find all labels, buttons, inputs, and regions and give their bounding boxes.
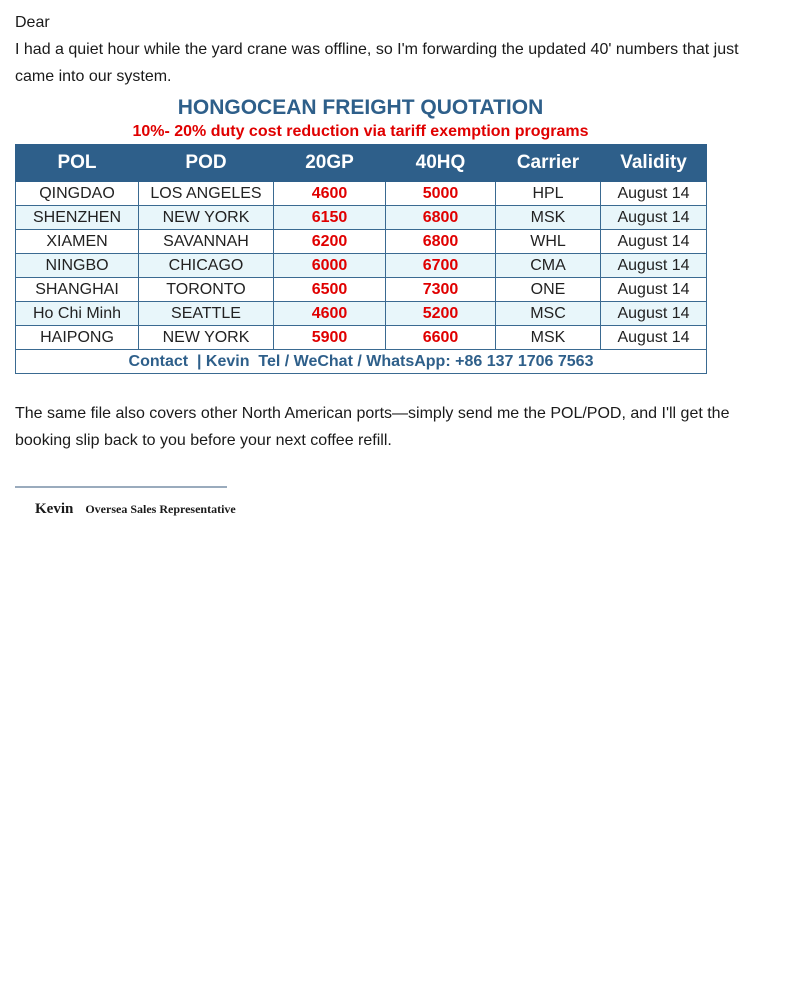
column-header-validity: Validity	[601, 145, 707, 182]
carrier-cell: MSC	[496, 302, 601, 326]
rate-20gp-cell: 6500	[274, 278, 386, 302]
validity-cell: August 14	[601, 278, 707, 302]
intro-paragraph: I had a quiet hour while the yard crane was offline, so I'm forwarding the updated 40' numbers that just came into our system.	[15, 41, 739, 85]
pol-cell: XIAMEN	[16, 230, 139, 254]
rate-40hq-cell: 6800	[386, 206, 496, 230]
column-header-20gp: 20GP	[274, 145, 386, 182]
table-row	[16, 206, 707, 230]
pod-cell: NEW YORK	[139, 326, 274, 350]
table-row	[16, 182, 707, 206]
rate-20gp-cell: 4600	[274, 182, 386, 206]
pol-cell: QINGDAO	[16, 182, 139, 206]
rate-20gp-cell: 5900	[274, 326, 386, 350]
carrier-cell: HPL	[496, 182, 601, 206]
signature-divider	[15, 486, 227, 488]
greeting-line: Dear	[15, 14, 50, 31]
pol-cell: NINGBO	[16, 254, 139, 278]
pod-cell: SAVANNAH	[139, 230, 274, 254]
validity-cell: August 14	[601, 326, 707, 350]
rate-20gp-cell: 6000	[274, 254, 386, 278]
pod-cell: NEW YORK	[139, 206, 274, 230]
column-header-40hq: 40HQ	[386, 145, 496, 182]
pod-cell: SEATTLE	[139, 302, 274, 326]
signature-block	[35, 500, 775, 518]
table-header-row	[16, 145, 707, 182]
column-header-pol: POL	[16, 145, 139, 182]
column-header-pod: POD	[139, 145, 274, 182]
pol-cell: Ho Chi Minh	[16, 302, 139, 326]
rate-20gp-cell: 4600	[274, 302, 386, 326]
table-row	[16, 278, 707, 302]
email-body	[15, 9, 775, 518]
rate-40hq-cell: 5200	[386, 302, 496, 326]
signature-name: Kevin	[35, 501, 74, 517]
table-row	[16, 302, 707, 326]
rate-40hq-cell: 6700	[386, 254, 496, 278]
signature-title: Oversea Sales Representative	[85, 502, 236, 516]
followup-paragraph: The same file also covers other North American ports—simply send me the POL/POD, and I'll get the booking slip back to you before your next coffee refill.	[15, 405, 730, 449]
table-row	[16, 254, 707, 278]
pod-cell: LOS ANGELES	[139, 182, 274, 206]
pol-cell: SHANGHAI	[16, 278, 139, 302]
column-header-carrier: Carrier	[496, 145, 601, 182]
rate-20gp-cell: 6200	[274, 230, 386, 254]
quotation-subtitle: 10%- 20% duty cost reduction via tariff exemption programs	[132, 123, 589, 140]
carrier-cell: CMA	[496, 254, 601, 278]
validity-cell: August 14	[601, 182, 707, 206]
carrier-cell: MSK	[496, 206, 601, 230]
rate-20gp-cell: 6150	[274, 206, 386, 230]
carrier-cell: ONE	[496, 278, 601, 302]
pod-cell: CHICAGO	[139, 254, 274, 278]
rate-40hq-cell: 5000	[386, 182, 496, 206]
quotation-title: HONGOCEAN FREIGHT QUOTATION	[177, 96, 544, 119]
rate-40hq-cell: 6800	[386, 230, 496, 254]
contact-row	[16, 350, 707, 374]
validity-cell: August 14	[601, 230, 707, 254]
validity-cell: August 14	[601, 206, 707, 230]
freight-rate-table	[15, 144, 707, 374]
carrier-cell: MSK	[496, 326, 601, 350]
contact-info: Contact | Kevin Tel / WeChat / WhatsApp: +86 137 1706 7563	[16, 350, 707, 374]
table-row	[16, 326, 707, 350]
pol-cell: SHENZHEN	[16, 206, 139, 230]
validity-cell: August 14	[601, 254, 707, 278]
rate-40hq-cell: 6600	[386, 326, 496, 350]
validity-cell: August 14	[601, 302, 707, 326]
rate-40hq-cell: 7300	[386, 278, 496, 302]
pod-cell: TORONTO	[139, 278, 274, 302]
table-row	[16, 230, 707, 254]
pol-cell: HAIPONG	[16, 326, 139, 350]
carrier-cell: WHL	[496, 230, 601, 254]
